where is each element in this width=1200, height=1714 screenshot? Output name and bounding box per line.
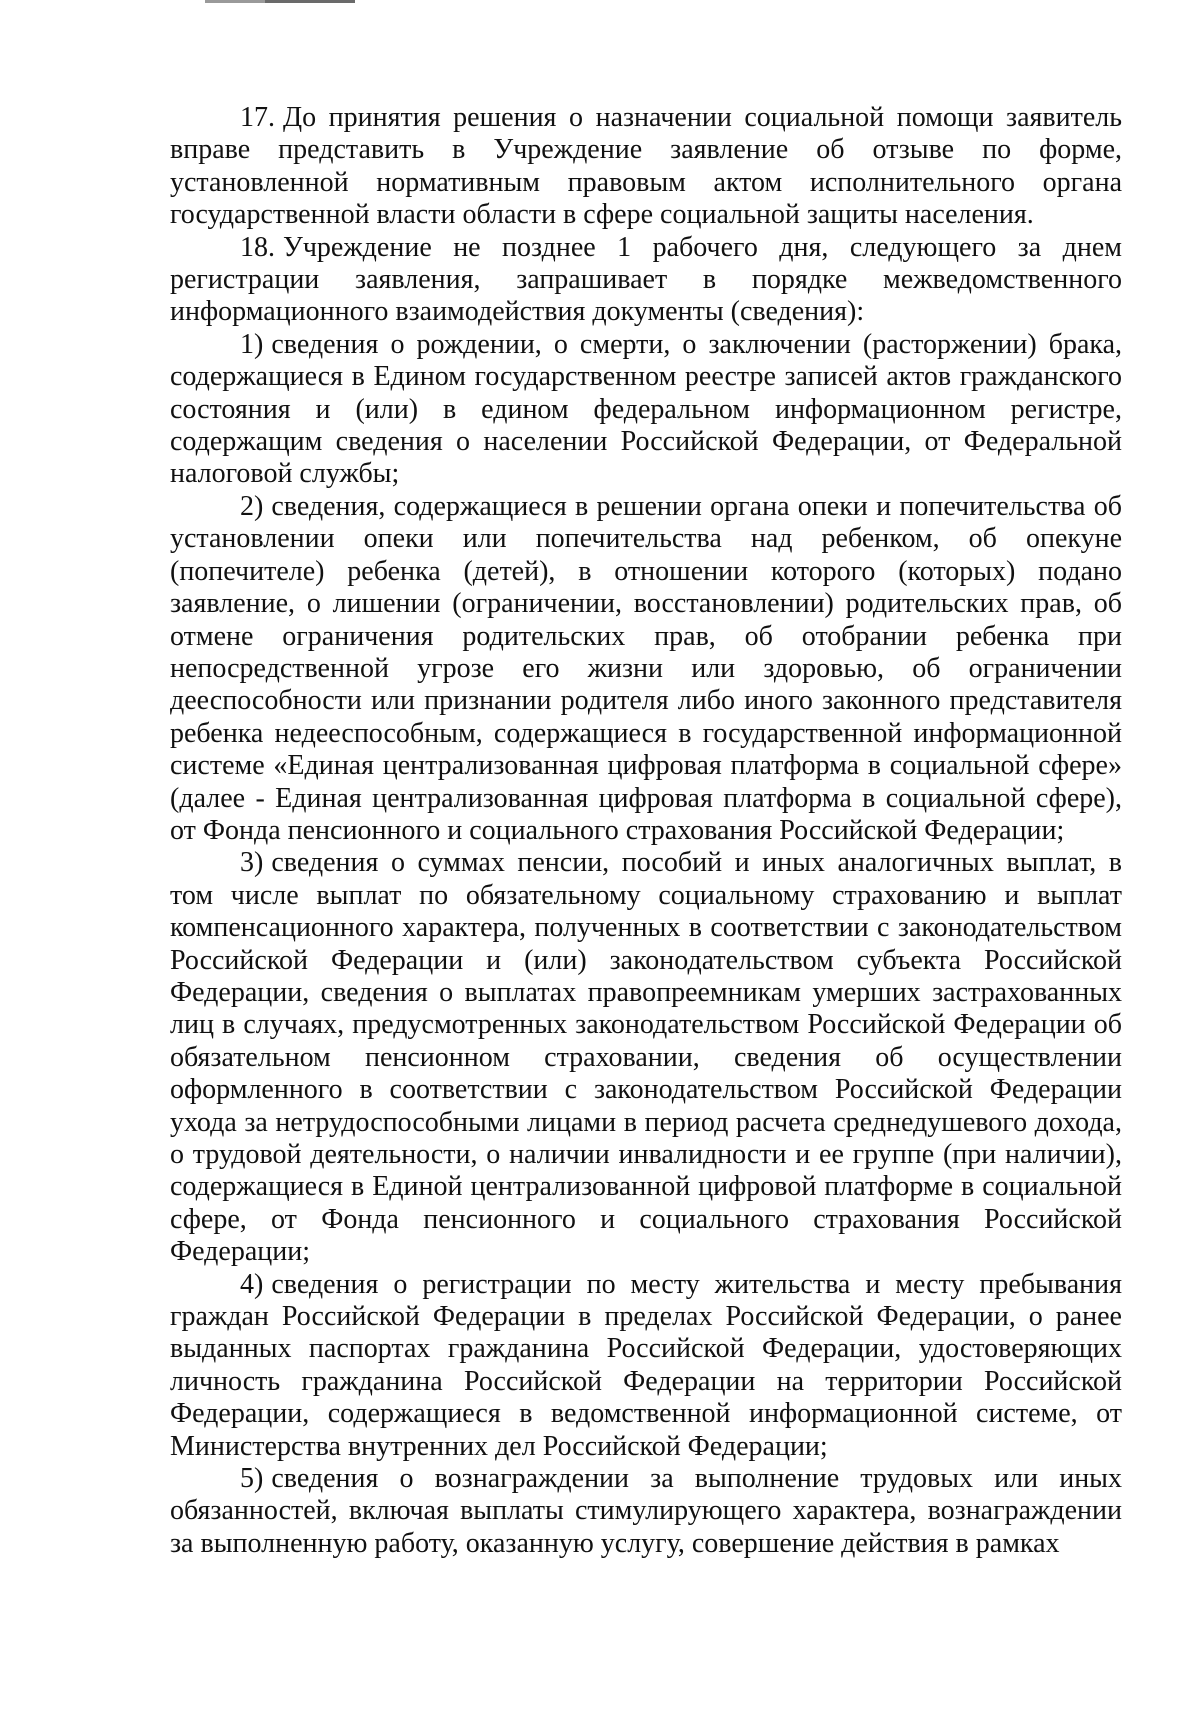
list-item-2	[170, 491, 1122, 847]
list-item-number: 4)	[240, 1268, 264, 1300]
list-item-text: сведения, содержащиеся в решении органа опеки и попечительства об установлении опеки или попечительства над ребенком, об опекуне (попечителе) ребенка (детей), в отношении которого (которых) подано заявление, о лишении (ограничении, восстановлении) родительских прав, об отмене ограничения родительских прав, об отобрании ребенка при непосредственной угрозе его жизни или здоровью, об ограничении дееспособности или признании родителя либо иного законного представителя ребенка недееспособным, содержащиеся в государственной информационной системе «Единая централизованная цифровая платформа в социальной сфере» (далее - Единая централизованная цифровая платформа в социальной сфере), от Фонда пенсионного и социального страхования Российской Федерации;	[170, 490, 1122, 846]
list-item-4	[170, 1269, 1122, 1463]
list-item-text: сведения о вознаграждении за выполнение трудовых или иных обязанностей, включая выплаты стимулирующего характера, вознаграждении за выполненную работу, оказанную услугу, совершение действия в рамках	[170, 1463, 1122, 1559]
list-item-1	[170, 329, 1122, 491]
list-item-text: сведения о регистрации по месту жительства и месту пребывания граждан Российской Федерации в пределах Российской Федерации, о ранее выданных паспортах гражданина Российской Федерации, удостоверяющих личность гражданина Российской Федерации на территории Российской Федерации, содержащиеся в ведомственной информационной системе, от Министерства внутренних дел Российской Федерации;	[170, 1268, 1122, 1462]
list-item-5	[170, 1463, 1122, 1560]
list-item-text: сведения о рождении, о смерти, о заключении (расторжении) брака, содержащиеся в Едином государственном реестре записей актов гражданского состояния и (или) в едином федеральном информационном регистре, содержащим сведения о населении Российской Федерации, от Федеральной налоговой службы;	[170, 328, 1122, 490]
list-item-number: 2)	[240, 490, 264, 522]
scan-edge-mark	[265, 0, 355, 3]
list-item-number: 1)	[240, 328, 264, 360]
list-item-3	[170, 847, 1122, 1268]
paragraph-number: 18.	[240, 231, 275, 263]
paragraph-text: До принятия решения о назначении социальной помощи заявитель вправе представить в Учреждение заявление об отзыве по форме, установленной нормативным правовым актом исполнительного органа государственной власти области в сфере социальной защиты населения.	[170, 102, 1122, 231]
list-item-number: 5)	[240, 1463, 264, 1495]
paragraph-text: Учреждение не позднее 1 рабочего дня, следующего за днем регистрации заявления, запрашивает в порядке межведомственного информационного взаимодействия документы (сведения):	[170, 231, 1122, 328]
list-item-text: сведения о суммах пенсии, пособий и иных аналогичных выплат, в том числе выплат по обязательному социальному страхованию и выплат компенсационного характера, полученных в соответствии с законодательством Российской Федерации и (или) законодательством субъекта Российской Федерации, сведения о выплатах правопреемникам умерших застрахованных лиц в случаях, предусмотренных законодательством Российской Федерации об обязательном пенсионном страховании, сведения об осуществлении оформленного в соответствии с законодательством Российской Федерации ухода за нетрудоспособными лицами в период расчета среднедушевого дохода, о трудовой деятельности, о наличии инвалидности и ее группе (при наличии), содержащиеся в Единой централизованной цифровой платформе в социальной сфере, от Фонда пенсионного и социального страхования Российской Федерации;	[170, 847, 1122, 1268]
paragraph-number: 17.	[240, 102, 275, 133]
list-item-number: 3)	[240, 847, 264, 879]
paragraph-17	[170, 102, 1122, 232]
paragraph-18	[170, 232, 1122, 329]
document-body	[170, 102, 1122, 1560]
